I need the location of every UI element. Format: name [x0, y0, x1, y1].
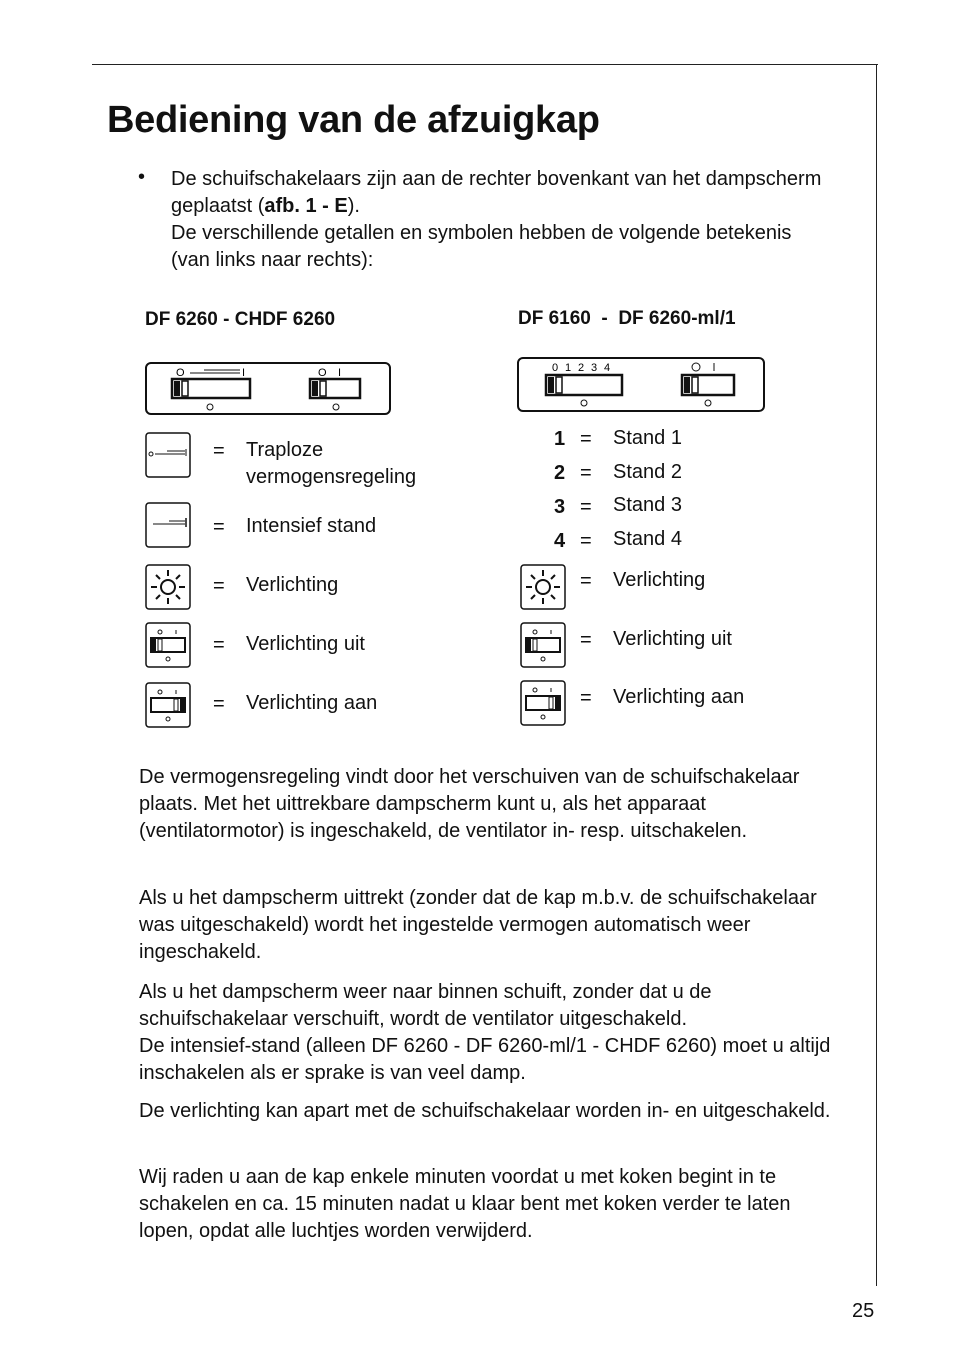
legend-label: Verlichting — [246, 574, 339, 596]
slider-stepless-icon — [145, 432, 191, 478]
left-model-heading: DF 6260 - CHDF 6260 — [145, 309, 336, 330]
right-switch-panel — [516, 356, 766, 414]
page-number: 25 — [852, 1300, 875, 1322]
intro-text: De schuifschakelaars zijn aan de rechter bovenkant van het dampscherm geplaatst (afb. 1 - E). De verschillende getallen en symbolen hebben de volgende betekenis (van links naar rechts): — [171, 168, 822, 271]
page-title: Bediening van de afzuigkap — [107, 99, 600, 141]
stand-number: 1 — [554, 428, 566, 450]
light-switch-off-icon — [145, 622, 191, 668]
legend-label: Verlichting aan — [246, 692, 378, 714]
svg-text:1: 1 — [565, 362, 572, 374]
legend-label: Traploze vermogensregeling — [246, 439, 417, 488]
left-switch-panel — [144, 361, 392, 417]
bullet: • — [138, 166, 146, 188]
svg-text:O: O — [176, 367, 185, 379]
body-paragraph: Als u het dampscherm weer naar binnen schuift, zonder dat u de schuifschakelaar verschuift, wordt de ventilator uitgeschakeld. — [139, 981, 712, 1030]
right-rule — [876, 64, 877, 1286]
right-model-heading: DF 6160 - DF 6260-ml/1 — [518, 308, 736, 329]
svg-text:2: 2 — [578, 362, 585, 374]
stand-label: Stand 3 — [613, 494, 682, 516]
svg-text:I: I — [242, 367, 246, 379]
legend-label: Verlichting aan — [613, 686, 745, 708]
svg-text:O: O — [318, 367, 327, 379]
body-paragraph: De verlichting kan apart met de schuifschakelaar worden in- en uitgeschakeld. — [139, 1100, 831, 1122]
figure-reference: afb. 1 - E — [264, 195, 348, 217]
light-bulb-icon — [145, 564, 191, 610]
stand-label: Stand 1 — [613, 427, 682, 449]
body-paragraph: Als u het dampscherm uittrekt (zonder dat de kap m.b.v. de schuifschakelaar was uitgeschakeld) wordt het ingestelde vermogen automatisch weer ingeschakeld. — [139, 887, 817, 963]
body-paragraph: De intensief-stand (alleen DF 6260 - DF 6260-ml/1 - CHDF 6260) moet u altijd inschakelen als er sprake is van veel damp. — [139, 1035, 831, 1084]
legend-label: Intensief stand — [246, 515, 377, 537]
svg-text:4: 4 — [604, 362, 611, 374]
top-rule — [92, 64, 878, 65]
light-bulb-icon — [520, 564, 566, 610]
body-paragraph: De vermogensregeling vindt door het verschuiven van de schuifschakelaar plaats. Met het uittrekbare dampscherm kunt u, als het apparaat (ventilatormotor) is ingeschakeld, de ventilator in- resp. uitschakelen. — [139, 766, 800, 842]
legend-label: Verlichting uit — [613, 628, 732, 650]
svg-text:0: 0 — [552, 362, 559, 374]
light-switch-on-icon — [145, 682, 191, 728]
light-switch-off-icon — [520, 622, 566, 668]
light-switch-on-icon — [520, 680, 566, 726]
body-paragraph: Wij raden u aan de kap enkele minuten voordat u met koken begint in te schakelen en ca. 15 minuten nadat u klaar bent met koken verder te laten lopen, opdat alle luchtjes worden verwijderd. — [139, 1166, 791, 1242]
stand-label: Stand 2 — [613, 461, 682, 483]
svg-text:3: 3 — [591, 362, 598, 374]
stand-number: 3 — [554, 496, 566, 518]
legend-label: Verlichting uit — [246, 633, 365, 655]
slider-intensive-icon — [145, 502, 191, 548]
stand-label: Stand 4 — [613, 528, 682, 550]
stand-number: 4 — [554, 530, 566, 552]
svg-text:I: I — [338, 367, 342, 379]
stand-number: 2 — [554, 462, 566, 484]
legend-label: Verlichting — [613, 569, 706, 591]
